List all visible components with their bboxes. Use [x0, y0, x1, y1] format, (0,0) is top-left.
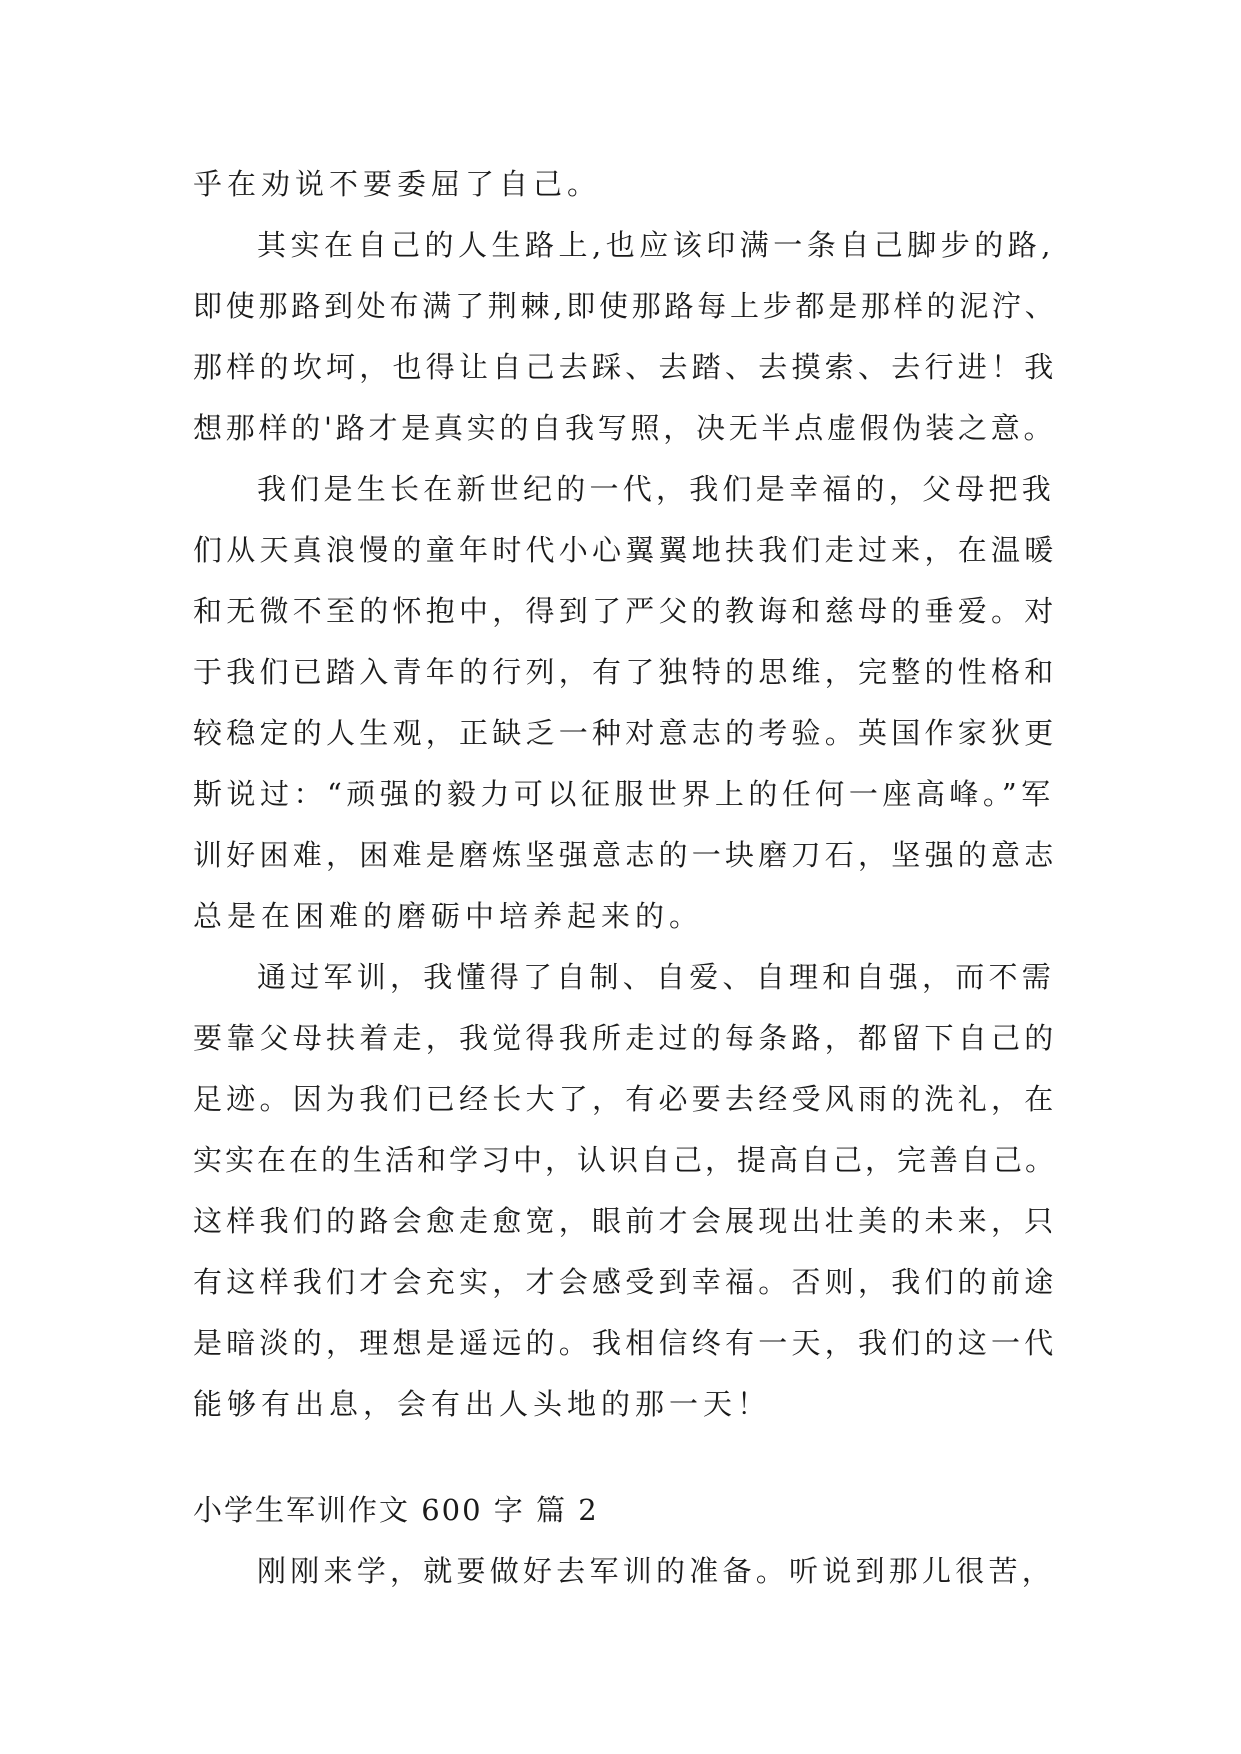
paragraph-first-line: 我们是生长在新世纪的一代，我们是幸福的，父母把我 [257, 472, 1056, 506]
text-line: 有这样我们才会充实，才会感受到幸福。否则，我们的前途 [193, 1265, 1058, 1299]
text-line: 实实在在的生活和学习中，认识自己，提高自己，完善自己。 [193, 1143, 1058, 1177]
text-line: 训好困难，困难是磨炼坚强意志的一块磨刀石，坚强的意志 [193, 838, 1058, 872]
text-line: 能够有出息，会有出人头地的那一天！ [193, 1387, 772, 1421]
text-line: 总是在困难的磨砺中培养起来的。 [193, 899, 704, 933]
text-line: 和无微不至的怀抱中，得到了严父的教诲和慈母的垂爱。对 [193, 594, 1058, 628]
text-line: 斯说过：“顽强的毅力可以征服世界上的任何一座高峰。”军 [193, 777, 1055, 811]
paragraph-first-line: 其实在自己的人生路上,也应该印满一条自己脚步的路, [257, 228, 1055, 262]
text-line: 想那样的'路才是真实的自我写照，决无半点虚假伪装之意。 [193, 411, 1057, 445]
section-heading: 小学生军训作文 600 字 篇 2 [193, 1493, 599, 1527]
text-line: 足迹。因为我们已经长大了，有必要去经受风雨的洗礼，在 [193, 1082, 1058, 1116]
text-line: 即使那路到处布满了荆棘,即使那路每上步都是那样的泥泞、 [193, 289, 1058, 323]
text-line: 要靠父母扶着走，我觉得我所走过的每条路，都留下自己的 [193, 1021, 1058, 1055]
paragraph-first-line: 刚刚来学，就要做好去军训的准备。听说到那儿很苦， [257, 1554, 1056, 1588]
text-line: 较稳定的人生观，正缺乏一种对意志的考验。英国作家狄更 [193, 716, 1058, 750]
text-line: 那样的坎坷，也得让自己去踩、去踏、去摸索、去行进！我 [193, 350, 1058, 384]
text-line: 于我们已踏入青年的行列，有了独特的思维，完整的性格和 [193, 655, 1058, 689]
text-line: 们从天真浪慢的童年时代小心翼翼地扶我们走过来，在温暖 [193, 533, 1058, 567]
text-line: 乎在劝说不要委屈了自己。 [193, 167, 602, 201]
paragraph-first-line: 通过军训，我懂得了自制、自爱、自理和自强，而不需 [257, 960, 1056, 994]
text-line: 是暗淡的，理想是遥远的。我相信终有一天，我们的这一代 [193, 1326, 1058, 1360]
text-line: 这样我们的路会愈走愈宽，眼前才会展现出壮美的未来，只 [193, 1204, 1058, 1238]
